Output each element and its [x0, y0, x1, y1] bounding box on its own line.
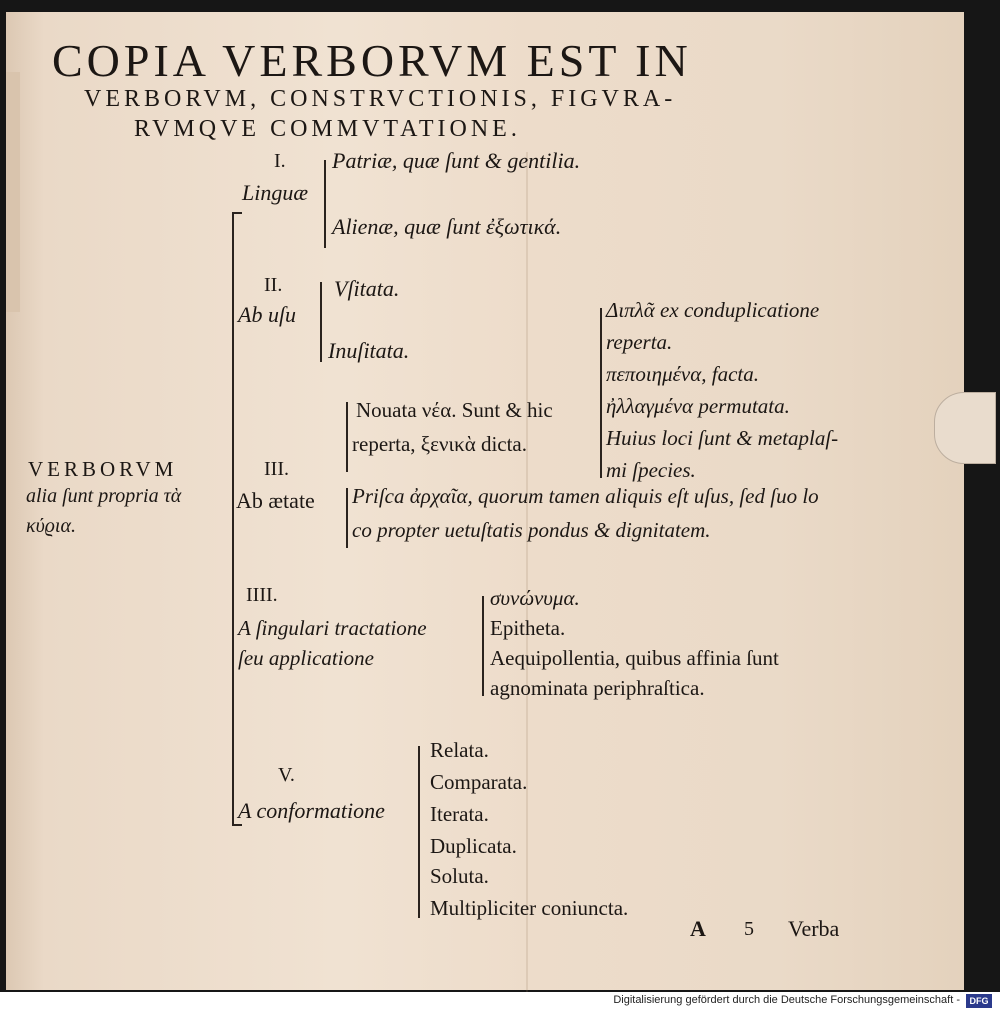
signature-mark: A	[690, 916, 706, 941]
novata-line-1: Nouata νέα. Sunt & hic	[356, 398, 553, 422]
root-line-2: alia ſunt propria τὰ	[26, 485, 182, 507]
branch-5-number: V.	[278, 764, 295, 786]
branch-5-brace-lower	[418, 838, 420, 918]
branch-4-item-4: agnominata periphraſtica.	[490, 676, 705, 700]
root-line-3: κύϱια.	[26, 515, 76, 537]
branch-3-label: Ab ætate	[236, 488, 315, 513]
branch-2-brace	[320, 282, 322, 362]
branch-1-brace	[324, 160, 326, 248]
branch-5-item-2: Comparata.	[430, 770, 528, 794]
branch-2-item-1: Vſitata.	[334, 276, 400, 301]
branch-3-number: III.	[264, 458, 289, 480]
branch-4-label-2: ſeu applicatione	[238, 646, 374, 670]
branch-2-label: Ab uſu	[238, 302, 297, 327]
branch-1-number: I.	[274, 150, 286, 172]
branch-3-lower-brace	[346, 488, 348, 548]
dfg-logo: DFG	[966, 994, 992, 1008]
branch-5-item-3: Iterata.	[430, 802, 489, 826]
page-fold	[526, 152, 528, 992]
branch-4-item-1: συνώνυμα.	[490, 586, 580, 610]
page-tab	[934, 392, 996, 464]
species-line-2: reperta.	[606, 330, 673, 354]
catchword: Verba	[788, 916, 840, 941]
novata-line-2: reperta, ξενικὰ dicta.	[352, 432, 528, 456]
branch-4-label: A ſingulari tractatione	[238, 616, 427, 640]
branch-4-brace	[482, 596, 484, 696]
title-line-2: VERBORVM, CONSTRVCTIONIS, FIGVRA-	[84, 86, 677, 112]
species-line-5: Huius loci ſunt & metaplaſ-	[606, 426, 839, 450]
species-line-4: ἠλλαγμένα permutata.	[606, 394, 790, 418]
branch-2-number: II.	[264, 274, 283, 296]
branch-4-number: IIII.	[246, 584, 278, 606]
adjacent-page-edge	[6, 72, 20, 312]
species-line-6: mi ſpecies.	[606, 458, 696, 482]
branch-1-item-2: Alienæ, quæ ſunt ἐξωτικά.	[332, 214, 562, 239]
footer-bar	[0, 992, 1000, 1011]
title-line-1: COPIA VERBORVM EST IN	[52, 35, 692, 86]
footer-credit: Digitalisierung gefördert durch die Deutsche Forschungsgemeinschaft -	[613, 994, 960, 1006]
branch-1-item-1: Patriæ, quæ ſunt & gentilia.	[332, 148, 581, 173]
branch-4-item-2: Epitheta.	[490, 616, 566, 640]
branch-2-item-2: Inuſitata.	[328, 338, 410, 363]
species-brace	[600, 308, 602, 478]
branch-5-brace-upper	[418, 746, 420, 840]
species-line-3: πεποιημένα, facta.	[606, 362, 759, 386]
branch-5-label: A conformatione	[238, 798, 385, 823]
prisca-line-1: Priſca ἀρχαῖα, quorum tamen aliquis eſt uſus, ſed ſuo lo	[352, 484, 819, 508]
branch-5-item-1: Relata.	[430, 738, 489, 762]
title-line-3: RVMQVE COMMVTATIONE.	[134, 116, 521, 142]
book-page	[6, 12, 964, 990]
signature-number: 5	[744, 918, 754, 940]
prisca-line-2: co propter uetuſtatis pondus & dignitatem.	[352, 518, 711, 542]
branch-3-upper-brace	[346, 402, 348, 472]
species-line-1: Διπλᾶ ex conduplicatione	[606, 298, 820, 322]
branch-5-item-4: Duplicata.	[430, 834, 517, 858]
branch-5-item-6: Multipliciter coniuncta.	[430, 896, 629, 920]
branch-1-label: Linguæ	[242, 180, 309, 205]
root-label: VERBORVM	[28, 457, 178, 481]
branch-4-item-3: Aequipollentia, quibus affinia ſunt	[490, 646, 779, 670]
branch-5-item-5: Soluta.	[430, 864, 489, 888]
